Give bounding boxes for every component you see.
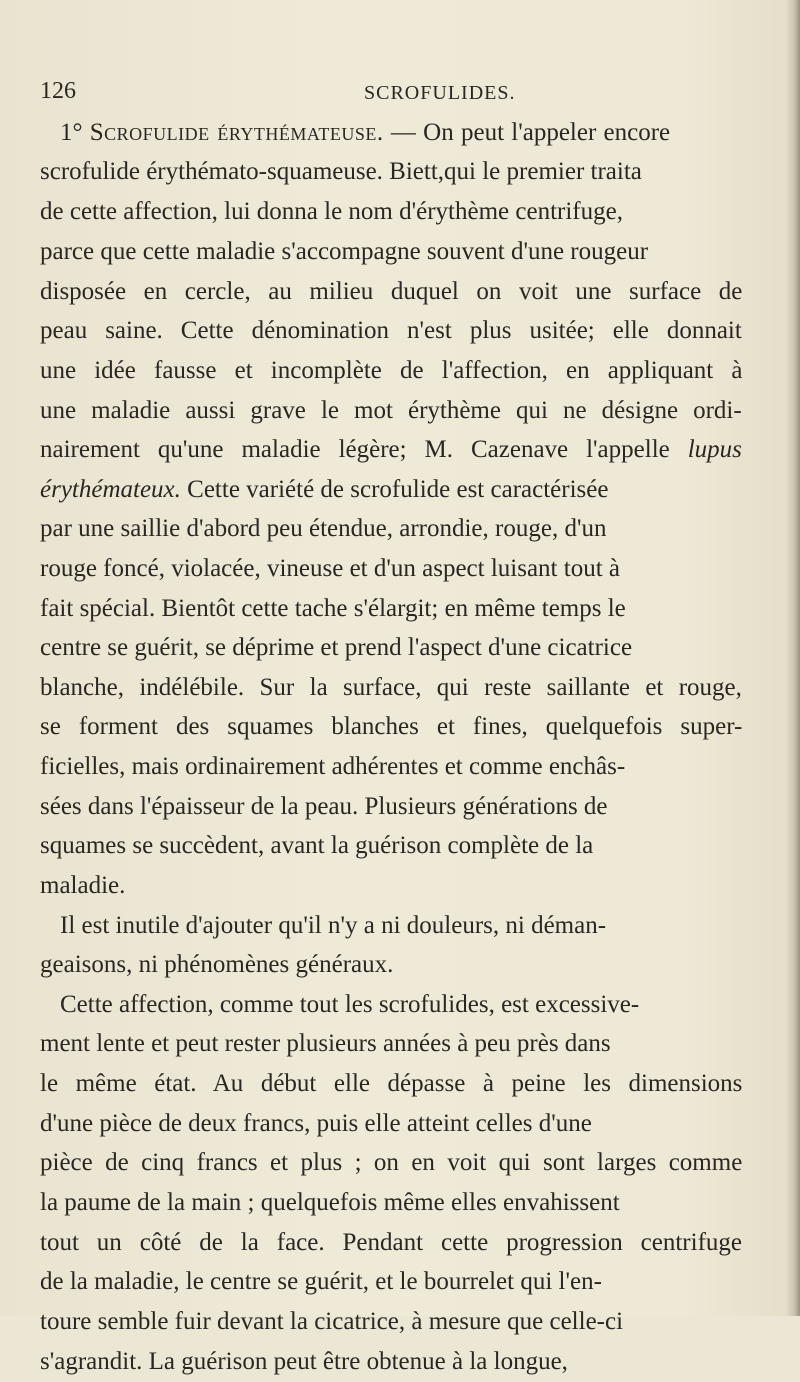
section-heading: Scrofulide érythémateuse.	[89, 119, 384, 146]
italic-term: érythémateux.	[40, 476, 181, 503]
text-line: par une saillie d'abord peu étendue, arrondie, rouge, d'un	[40, 515, 607, 542]
text-line: disposée en cercle, au milieu duquel on voit une surface de	[40, 278, 743, 305]
text-line: scrofulide érythémato-squameuse. Biett,qui le premier traita	[40, 158, 642, 185]
text-line: centre se guérit, se déprime et prend l'aspect d'une cicatrice	[40, 634, 633, 661]
text-line: Cette affection, comme tout les scrofulides, est excessive-	[60, 991, 640, 1018]
text-line: nairement qu'une maladie légère; M. Cazenave l'appelle lupus	[40, 436, 742, 463]
text-line: de cette affection, lui donna le nom d'érythème centrifuge,	[40, 198, 623, 225]
text-line: geaisons, ni phénomènes généraux.	[40, 951, 394, 978]
text-line: une idée fausse et incomplète de l'affection, en appliquant à	[40, 357, 743, 384]
italic-term: lupus	[687, 436, 742, 463]
text-line: squames se succèdent, avant la guérison complète de la	[40, 832, 594, 859]
page-edge-shadow	[786, 0, 800, 1316]
text-line: érythémateux. Cette variété de scrofulide est caractérisée	[40, 476, 609, 503]
text-line: 1° Scrofulide érythémateuse. — On peut l'appeler encore	[60, 119, 671, 146]
text-line: le même état. Au début elle dépasse à peine les dimensions	[40, 1070, 743, 1097]
text-line: parce que cette maladie s'accompagne souvent d'une rougeur	[40, 238, 649, 265]
text-line: la paume de la main ; quelquefois même elles envahissent	[40, 1189, 620, 1216]
text-line: sées dans l'épaisseur de la peau. Plusieurs générations de	[40, 793, 608, 820]
text-line: blanche, indélébile. Sur la surface, qui reste saillante et rouge,	[40, 674, 742, 701]
text-line: maladie.	[40, 872, 126, 899]
text-line: peau saine. Cette dénomination n'est plus usitée; elle donnait	[40, 317, 742, 344]
page-number: 126	[40, 78, 76, 104]
text-line: d'une pièce de deux francs, puis elle atteint celles d'une	[40, 1110, 592, 1137]
page-header	[40, 78, 740, 112]
text-line: se forment des squames blanches et fines, quelquefois super-	[40, 713, 743, 740]
text-line: ment lente et peut rester plusieurs années à peu près dans	[40, 1030, 611, 1057]
text-line: ficielles, mais ordinairement adhérentes et comme enchâs-	[40, 753, 626, 780]
running-head: SCROFULIDES.	[364, 82, 516, 104]
text-line: rouge foncé, violacée, vineuse et d'un aspect luisant tout à	[40, 555, 620, 582]
text-line: de la maladie, le centre se guérit, et le bourrelet qui l'en-	[40, 1268, 602, 1295]
text-line: tout un côté de la face. Pendant cette progression centrifuge	[40, 1229, 742, 1256]
text-line: fait spécial. Bientôt cette tache s'élargit; en même temps le	[40, 595, 626, 622]
text-line: pièce de cinq francs et plus ; on en voit qui sont larges comme	[40, 1149, 743, 1176]
text-line: Il est inutile d'ajouter qu'il n'y a ni douleurs, ni déman-	[60, 912, 607, 939]
text-line: une maladie aussi grave le mot érythème qui ne désigne ordi-	[40, 397, 742, 424]
text-line: s'agrandit. La guérison peut être obtenue à la longue,	[40, 1348, 568, 1375]
text-line: toure semble fuir devant la cicatrice, à mesure que celle-ci	[40, 1308, 624, 1335]
